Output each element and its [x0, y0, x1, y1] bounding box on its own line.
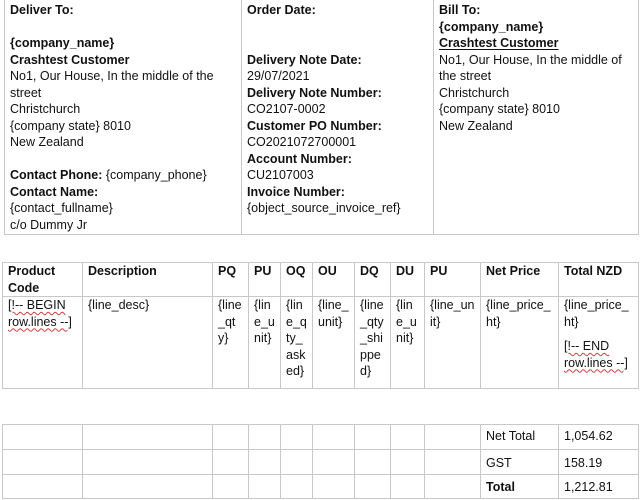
line-price-ht: {line_price_ht} — [481, 297, 559, 389]
gst-label: GST — [481, 450, 559, 475]
line-desc: {line_desc} — [83, 297, 213, 389]
begin-marker: [!-- BEGIN row.lines --] — [3, 297, 83, 389]
contact-phone-value: {company_phone} — [105, 168, 207, 182]
col-oq: OQ — [281, 263, 313, 297]
col-dq: DQ — [355, 263, 391, 297]
net-total-label: Net Total — [481, 425, 559, 450]
gst-value: 158.19 — [559, 450, 639, 475]
account-number: CU2107003 — [247, 168, 314, 182]
line-total-ht: {line_price_ht} — [564, 298, 629, 329]
order-date-label: Order Date: — [247, 3, 316, 17]
net-total-value: 1,054.62 — [559, 425, 639, 450]
deliver-city: Christchurch — [10, 102, 81, 116]
invoice-number-label: Invoice Number: — [247, 184, 345, 199]
deliver-state-postcode: {company state} 8010 — [10, 118, 131, 133]
deliver-address: No1, Our House, In the middle of the street — [10, 69, 214, 100]
deliver-to-cell — [5, 0, 242, 234]
bill-address: No1, Our House, In the middle of the street — [439, 52, 622, 83]
line-total-cell — [559, 297, 639, 389]
bill-to-label: Bill To: — [439, 3, 481, 17]
col-pq: PQ — [213, 263, 249, 297]
line-qty-shipped: {line_qty_shipped} — [355, 297, 391, 389]
delivery-date: 29/07/2021 — [247, 69, 310, 83]
line-unit-4: {line_unit} — [425, 297, 481, 389]
contact-phone-line — [10, 167, 236, 184]
delivery-number-label: Delivery Note Number: — [247, 85, 382, 100]
lines-header-row — [3, 263, 639, 297]
line-qty-asked: {line_qty_asked} — [281, 297, 313, 389]
bill-company-placeholder: {company_name} — [439, 19, 544, 34]
col-description: Description — [83, 263, 213, 297]
care-of: c/o Dummy Jr — [10, 217, 88, 232]
line-unit-3: {line_unit} — [391, 297, 425, 389]
lines-table — [2, 262, 639, 389]
invoice-ref: {object_source_invoice_ref} — [247, 201, 401, 215]
delivery-date-label: Delivery Note Date: — [247, 52, 362, 67]
bill-to-cell — [434, 0, 639, 234]
col-du: DU — [391, 263, 425, 297]
order-info-cell — [242, 0, 434, 234]
contact-name-value: {contact_fullname} — [10, 201, 113, 215]
totals-table — [2, 424, 639, 499]
col-product-code: Product Code — [3, 263, 83, 297]
line-unit-2: {line_unit} — [313, 297, 355, 389]
header-table — [4, 0, 639, 235]
line-unit: {line_unit} — [249, 297, 281, 389]
col-net-price: Net Price — [481, 263, 559, 297]
bill-company: Crashtest Customer — [439, 36, 559, 50]
account-number-label: Account Number: — [247, 151, 352, 166]
bill-city: Christchurch — [439, 85, 510, 100]
total-value: 1,212.81 — [559, 475, 639, 499]
total-row — [3, 475, 639, 499]
net-total-row — [3, 425, 639, 450]
total-label: Total — [481, 475, 559, 499]
delivery-number: CO2107-0002 — [247, 102, 326, 116]
col-ou: OU — [313, 263, 355, 297]
po-number-label: Customer PO Number: — [247, 118, 382, 133]
col-total-nzd: Total NZD — [559, 263, 639, 297]
po-number: CO2021072700001 — [247, 135, 357, 149]
gst-row — [3, 450, 639, 475]
contact-phone-label: Contact Phone: — [10, 168, 103, 182]
contact-name-label: Contact Name: — [10, 184, 99, 199]
table-row — [3, 297, 639, 389]
end-marker: [!-- END row.lines --] — [564, 339, 628, 370]
deliver-company-placeholder: {company_name} — [10, 36, 115, 50]
col-pu: PU — [249, 263, 281, 297]
deliver-country: New Zealand — [10, 135, 84, 149]
bill-state-postcode: {company state} 8010 — [439, 102, 560, 116]
line-qty: {line_qty} — [213, 297, 249, 389]
deliver-to-label: Deliver To: — [10, 3, 74, 17]
deliver-company: Crashtest Customer — [10, 52, 130, 67]
col-pu-2: PU — [425, 263, 481, 297]
bill-country: New Zealand — [439, 118, 513, 133]
